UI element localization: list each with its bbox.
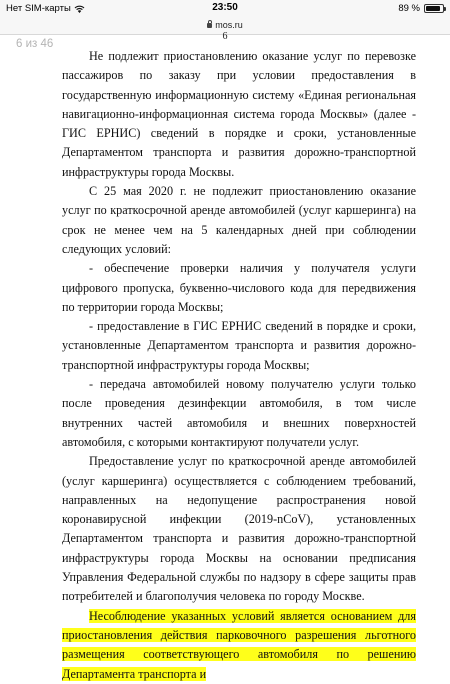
paragraph: С 25 мая 2020 г. не подлежит приостановлению оказание услуг по краткосрочной аренде автомобилей (услуг каршеринга) на срок не менее чем на 5 календарных дней при соблюдении следующих условий: — [62, 184, 416, 256]
page-counter: 6 из 46 — [16, 38, 54, 50]
status-right — [398, 3, 444, 14]
document-body — [62, 47, 416, 684]
battery-icon — [424, 4, 444, 13]
clock: 23:50 — [212, 2, 238, 13]
lock-icon — [207, 23, 212, 28]
paragraph: Предоставление услуг по краткосрочной аренде автомобилей (услуг каршеринга) осуществляется с соблюдением требований, направленных на недопущение распространения новой коронавирусной инфекции (2019-nCoV), установленных Департаментом транспорта и развития дорожно-транспортной инфраструктуры города Москвы на основании предписания Управления Федеральной службы по надзору в сфере защиты прав потребителей и благополучия человека по городу Москве. — [62, 454, 416, 604]
carrier-label: Нет SIM-карты — [6, 3, 71, 14]
paragraph: - передача автомобилей новому получателю услуги только после проведения дезинфекции автомобиля, в том числе внутренних частей автомобиля и внешних поверхностей автомобиля, с которыми контактируют получатели услуг. — [62, 377, 416, 449]
battery-fill — [426, 6, 440, 11]
highlighted-paragraph — [62, 607, 416, 684]
battery-percent: 89 % — [398, 3, 420, 14]
status-bar — [0, 0, 450, 20]
paragraph: - обеспечение проверки наличия у получателя услуги цифрового пропуска, буквенно-числового кода для передвижения по территории города Москвы; — [62, 261, 416, 314]
page-number: 6 — [222, 31, 228, 42]
highlight: Несоблюдение указанных условий является основанием для приостановления действия парковочного разрешения льготного размещения соответствующего автомобиля по решению Департамента транспорта и — [62, 608, 416, 681]
paragraph: - предоставление в ГИС ЕРНИС сведений в порядке и сроки, установленные Департаментом транспорта и развития дорожно-транспортной инфраструктуры города Москвы; — [62, 319, 416, 372]
paragraph: Не подлежит приостановлению оказание услуг по перевозке пассажиров по заказу при условии предоставления в государственную информационную систему «Единая региональная навигационно-информационная система города Москвы» (далее - ГИС ЕРНИС) сведений в порядке и сроки, установленные Департаментом транспорта и развития дорожно-транспортной инфраструктуры города Москвы. — [62, 49, 416, 179]
url-text: mos.ru — [215, 20, 243, 30]
